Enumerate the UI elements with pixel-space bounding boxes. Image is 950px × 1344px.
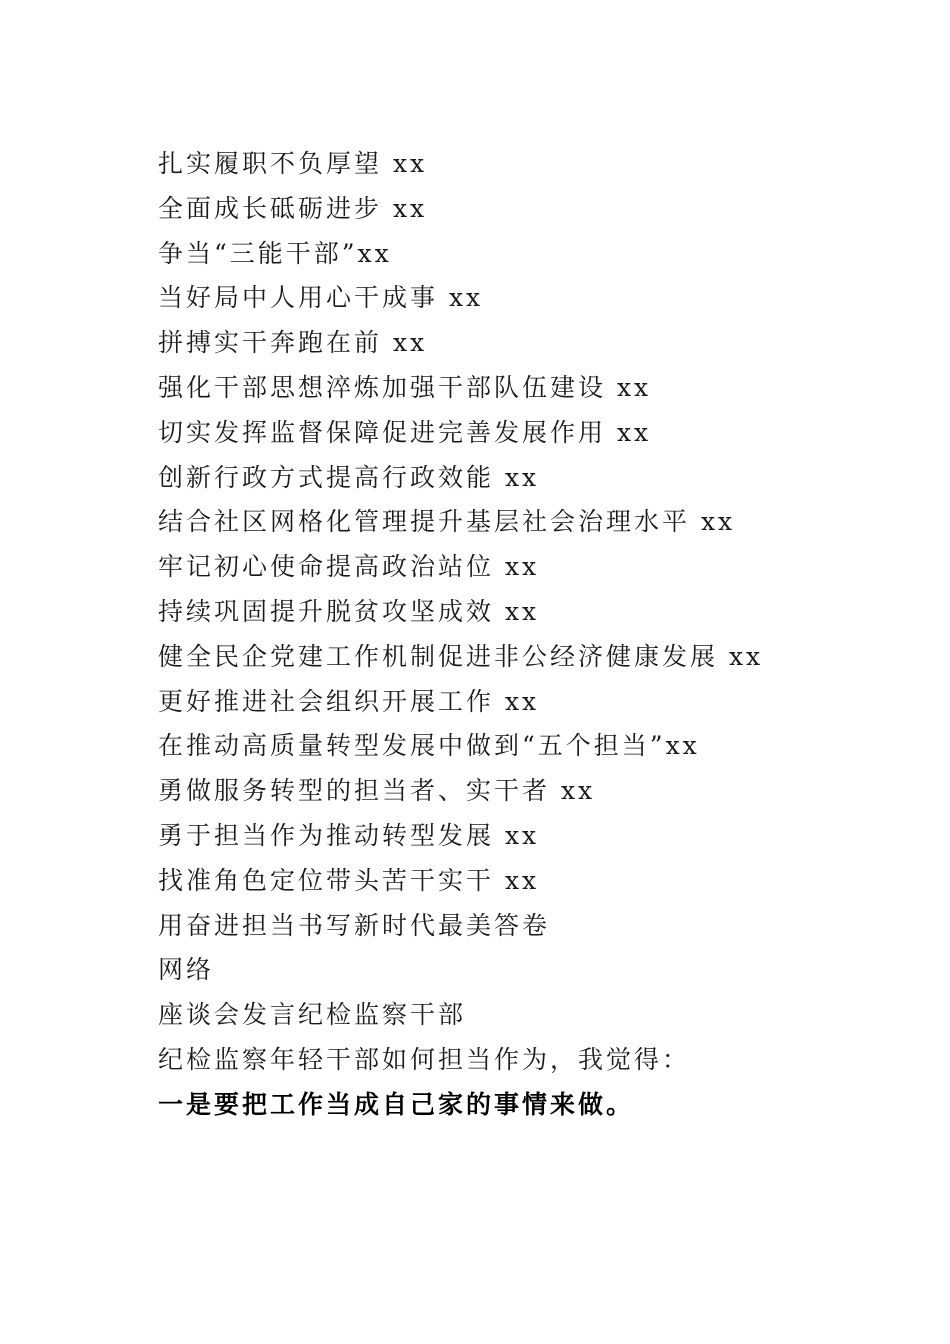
title-line: 当好局中人用心干成事 xx [158, 283, 484, 313]
title-line: 找准角色定位带头苦干实干 xx [158, 865, 540, 895]
title-line: 持续巩固提升脱贫攻坚成效 xx [158, 596, 540, 626]
title-line: 扎实履职不负厚望 xx [158, 149, 428, 178]
title-line: 勇做服务转型的担当者、实干者 xx [158, 776, 596, 806]
document-body [158, 142, 898, 1128]
title-line: 争当“三能干部”xx [158, 238, 392, 268]
title-line: 拼搏实干奔跑在前 xx [158, 328, 428, 358]
title-line: 更好推进社会组织开展工作 xx [158, 686, 540, 716]
title-line: 牢记初心使命提高政治站位 xx [158, 552, 540, 582]
title-line: 勇于担当作为推动转型发展 xx [158, 820, 540, 850]
title-line: 切实发挥监督保障促进完善发展作用 xx [158, 417, 652, 447]
bold-point-paragraph: 一是要把工作当成自己家的事情来做。 [158, 1089, 635, 1119]
title-line: 用奋进担当书写新时代最美答卷 [158, 910, 551, 940]
title-line: 健全民企党建工作机制促进非公经济健康发展 xx [158, 641, 764, 671]
intro-paragraph: 纪检监察年轻干部如何担当作为，我觉得： [158, 1044, 691, 1074]
title-line: 强化干部思想淬炼加强干部队伍建设 xx [158, 372, 652, 402]
source-line: 网络 [158, 955, 215, 985]
section-heading: 座谈会发言纪检监察干部 [158, 1000, 467, 1030]
title-line: 全面成长砥砺进步 xx [158, 193, 428, 223]
title-line: 创新行政方式提高行政效能 xx [158, 462, 540, 492]
title-line: 结合社区网格化管理提升基层社会治理水平 xx [158, 507, 736, 537]
title-line: 在推动高质量转型发展中做到“五个担当”xx [158, 731, 700, 761]
